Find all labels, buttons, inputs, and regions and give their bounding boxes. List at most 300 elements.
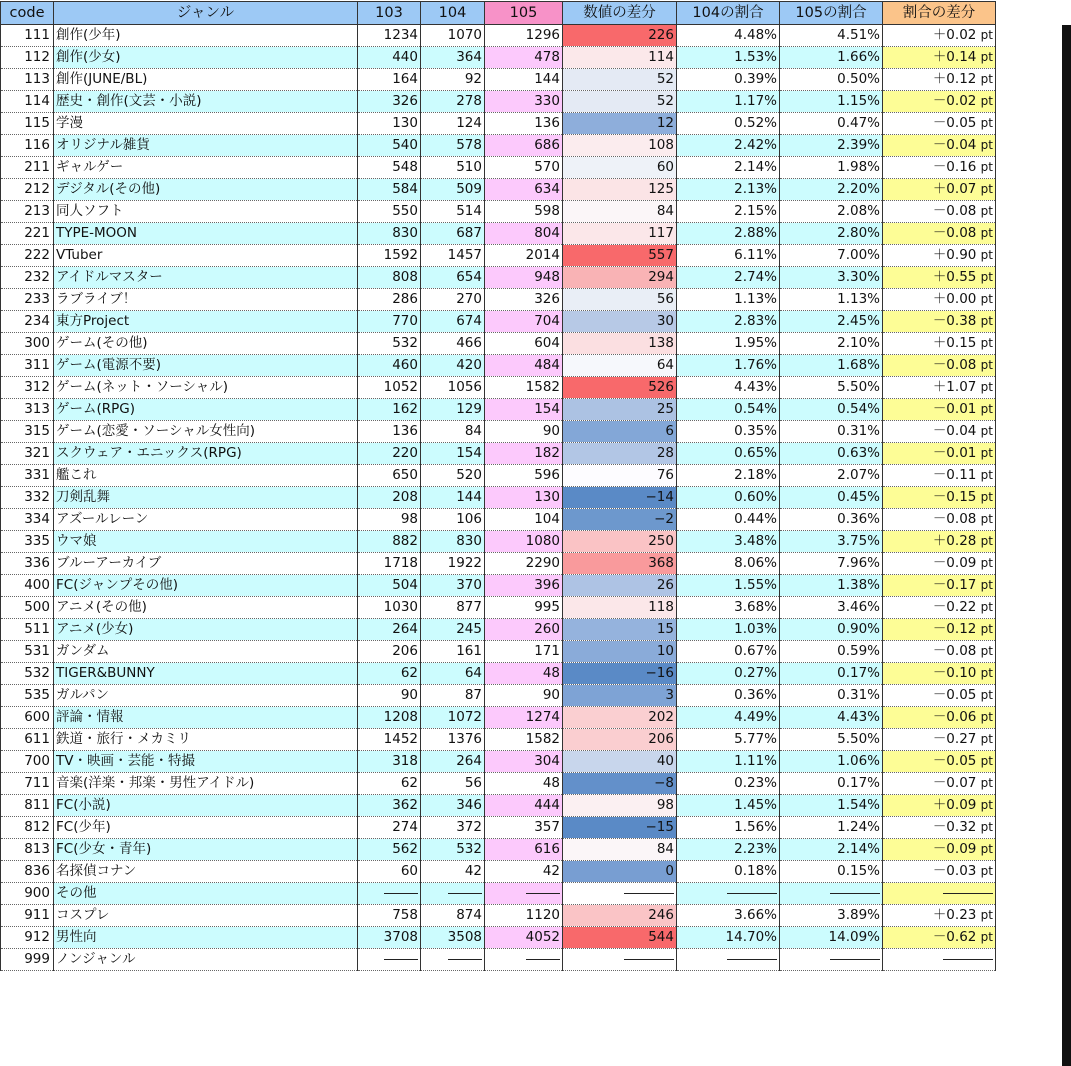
cell-104[interactable]: 877 — [421, 597, 485, 619]
cell-105[interactable]: 478 — [485, 47, 563, 69]
cell-diff[interactable]: 84 — [563, 201, 677, 223]
cell-104[interactable]: 56 — [421, 773, 485, 795]
cell-105[interactable]: 596 — [485, 465, 563, 487]
cell-105[interactable]: 604 — [485, 333, 563, 355]
cell-ratio-diff[interactable] — [883, 223, 996, 245]
cell-code[interactable]: 335 — [1, 531, 54, 553]
cell-ratio-diff[interactable] — [883, 421, 996, 443]
cell-ratio-diff[interactable] — [883, 817, 996, 839]
cell-diff[interactable]: 368 — [563, 553, 677, 575]
cell-ratio-105[interactable]: 14.09% — [780, 927, 883, 949]
cell-diff[interactable]: 52 — [563, 91, 677, 113]
cell-ratio-105[interactable]: 7.96% — [780, 553, 883, 575]
cell-genre[interactable]: ノンジャンル — [54, 949, 358, 971]
cell-genre[interactable]: ブルーアーカイブ — [54, 553, 358, 575]
cell-code[interactable]: 212 — [1, 179, 54, 201]
cell-genre[interactable]: FC(少女・青年) — [54, 839, 358, 861]
cell-diff[interactable] — [563, 883, 677, 905]
cell-104[interactable]: 161 — [421, 641, 485, 663]
cell-diff[interactable]: 557 — [563, 245, 677, 267]
cell-genre[interactable]: TIGER&BUNNY — [54, 663, 358, 685]
cell-105[interactable]: 1582 — [485, 377, 563, 399]
cell-105[interactable]: 634 — [485, 179, 563, 201]
cell-ratio-105[interactable] — [780, 883, 883, 905]
cell-code[interactable]: 332 — [1, 487, 54, 509]
cell-105[interactable]: 130 — [485, 487, 563, 509]
cell-105[interactable]: 182 — [485, 443, 563, 465]
cell-diff[interactable]: 117 — [563, 223, 677, 245]
cell-105[interactable]: 948 — [485, 267, 563, 289]
cell-ratio-104[interactable]: 2.18% — [677, 465, 780, 487]
cell-genre[interactable]: アイドルマスター — [54, 267, 358, 289]
cell-103[interactable]: 882 — [358, 531, 421, 553]
cell-genre[interactable]: アニメ(少女) — [54, 619, 358, 641]
cell-ratio-104[interactable] — [677, 883, 780, 905]
cell-105[interactable]: 144 — [485, 69, 563, 91]
cell-ratio-105[interactable]: 1.54% — [780, 795, 883, 817]
cell-105[interactable]: 357 — [485, 817, 563, 839]
cell-genre[interactable]: TYPE-MOON — [54, 223, 358, 245]
cell-104[interactable]: 830 — [421, 531, 485, 553]
cell-genre[interactable]: ゲーム(その他) — [54, 333, 358, 355]
cell-103[interactable]: 220 — [358, 443, 421, 465]
cell-ratio-104[interactable]: 4.48% — [677, 25, 780, 47]
cell-ratio-diff[interactable] — [883, 47, 996, 69]
cell-104[interactable]: 129 — [421, 399, 485, 421]
cell-103[interactable]: 1052 — [358, 377, 421, 399]
cell-105[interactable] — [485, 883, 563, 905]
cell-103[interactable]: 60 — [358, 861, 421, 883]
cell-ratio-104[interactable]: 1.17% — [677, 91, 780, 113]
cell-diff[interactable]: 250 — [563, 531, 677, 553]
cell-104[interactable]: 278 — [421, 91, 485, 113]
cell-105[interactable]: 171 — [485, 641, 563, 663]
cell-diff[interactable]: 64 — [563, 355, 677, 377]
cell-105[interactable] — [485, 949, 563, 971]
cell-ratio-diff[interactable] — [883, 927, 996, 949]
cell-103[interactable]: 758 — [358, 905, 421, 927]
cell-code[interactable]: 400 — [1, 575, 54, 597]
cell-diff[interactable]: 76 — [563, 465, 677, 487]
cell-genre[interactable]: デジタル(その他) — [54, 179, 358, 201]
header-104[interactable]: 104 — [421, 2, 485, 25]
cell-diff[interactable]: 108 — [563, 135, 677, 157]
cell-ratio-104[interactable]: 3.48% — [677, 531, 780, 553]
cell-code[interactable]: 221 — [1, 223, 54, 245]
cell-code[interactable]: 813 — [1, 839, 54, 861]
cell-ratio-diff[interactable] — [883, 201, 996, 223]
cell-104[interactable]: 578 — [421, 135, 485, 157]
cell-code[interactable]: 812 — [1, 817, 54, 839]
cell-code[interactable]: 232 — [1, 267, 54, 289]
cell-ratio-104[interactable]: 1.95% — [677, 333, 780, 355]
cell-104[interactable]: 532 — [421, 839, 485, 861]
cell-ratio-104[interactable]: 2.23% — [677, 839, 780, 861]
cell-diff[interactable]: 84 — [563, 839, 677, 861]
cell-diff[interactable]: 52 — [563, 69, 677, 91]
cell-ratio-diff[interactable] — [883, 311, 996, 333]
cell-ratio-diff[interactable] — [883, 663, 996, 685]
cell-ratio-105[interactable]: 1.38% — [780, 575, 883, 597]
cell-ratio-104[interactable]: 0.23% — [677, 773, 780, 795]
cell-code[interactable]: 312 — [1, 377, 54, 399]
cell-code[interactable]: 811 — [1, 795, 54, 817]
cell-diff[interactable]: 125 — [563, 179, 677, 201]
cell-code[interactable]: 711 — [1, 773, 54, 795]
cell-104[interactable]: 3508 — [421, 927, 485, 949]
header-ratio-104[interactable]: 104の割合 — [677, 2, 780, 25]
cell-code[interactable]: 535 — [1, 685, 54, 707]
cell-code[interactable]: 911 — [1, 905, 54, 927]
cell-code[interactable]: 112 — [1, 47, 54, 69]
cell-105[interactable]: 616 — [485, 839, 563, 861]
cell-ratio-105[interactable]: 1.98% — [780, 157, 883, 179]
cell-105[interactable]: 1120 — [485, 905, 563, 927]
cell-ratio-diff[interactable] — [883, 685, 996, 707]
cell-ratio-104[interactable]: 1.56% — [677, 817, 780, 839]
cell-ratio-105[interactable]: 2.07% — [780, 465, 883, 487]
cell-genre[interactable]: FC(少年) — [54, 817, 358, 839]
header-diff[interactable]: 数値の差分 — [563, 2, 677, 25]
cell-ratio-105[interactable]: 4.51% — [780, 25, 883, 47]
cell-diff[interactable]: 246 — [563, 905, 677, 927]
cell-ratio-104[interactable]: 1.55% — [677, 575, 780, 597]
cell-ratio-105[interactable]: 0.90% — [780, 619, 883, 641]
cell-103[interactable]: 62 — [358, 663, 421, 685]
cell-103[interactable]: 3708 — [358, 927, 421, 949]
cell-105[interactable]: 304 — [485, 751, 563, 773]
cell-ratio-diff[interactable] — [883, 465, 996, 487]
cell-105[interactable]: 804 — [485, 223, 563, 245]
cell-ratio-diff[interactable] — [883, 443, 996, 465]
cell-genre[interactable]: ラブライブ！ — [54, 289, 358, 311]
cell-code[interactable]: 116 — [1, 135, 54, 157]
cell-code[interactable]: 532 — [1, 663, 54, 685]
cell-105[interactable]: 154 — [485, 399, 563, 421]
cell-105[interactable]: 2290 — [485, 553, 563, 575]
cell-ratio-105[interactable]: 2.39% — [780, 135, 883, 157]
cell-ratio-105[interactable]: 0.45% — [780, 487, 883, 509]
cell-105[interactable]: 48 — [485, 663, 563, 685]
cell-ratio-104[interactable]: 2.88% — [677, 223, 780, 245]
cell-ratio-105[interactable]: 1.68% — [780, 355, 883, 377]
cell-103[interactable]: 1208 — [358, 707, 421, 729]
cell-ratio-104[interactable]: 0.39% — [677, 69, 780, 91]
cell-genre[interactable]: ゲーム(恋愛・ソーシャル女性向) — [54, 421, 358, 443]
cell-105[interactable]: 42 — [485, 861, 563, 883]
cell-ratio-diff[interactable] — [883, 487, 996, 509]
cell-ratio-105[interactable]: 0.36% — [780, 509, 883, 531]
cell-code[interactable]: 331 — [1, 465, 54, 487]
cell-genre[interactable]: 同人ソフト — [54, 201, 358, 223]
cell-genre[interactable]: ウマ娘 — [54, 531, 358, 553]
cell-103[interactable]: 62 — [358, 773, 421, 795]
cell-103[interactable]: 440 — [358, 47, 421, 69]
cell-code[interactable]: 113 — [1, 69, 54, 91]
cell-ratio-104[interactable]: 0.27% — [677, 663, 780, 685]
cell-ratio-104[interactable]: 5.77% — [677, 729, 780, 751]
cell-genre[interactable]: TV・映画・芸能・特撮 — [54, 751, 358, 773]
cell-105[interactable]: 1080 — [485, 531, 563, 553]
cell-104[interactable] — [421, 949, 485, 971]
cell-ratio-diff[interactable] — [883, 377, 996, 399]
cell-ratio-105[interactable]: 2.08% — [780, 201, 883, 223]
cell-ratio-diff[interactable] — [883, 179, 996, 201]
cell-ratio-105[interactable]: 0.63% — [780, 443, 883, 465]
cell-ratio-diff[interactable] — [883, 795, 996, 817]
cell-diff[interactable]: 15 — [563, 619, 677, 641]
cell-diff[interactable]: 138 — [563, 333, 677, 355]
cell-ratio-105[interactable]: 0.15% — [780, 861, 883, 883]
cell-ratio-105[interactable]: 5.50% — [780, 729, 883, 751]
cell-ratio-104[interactable]: 8.06% — [677, 553, 780, 575]
cell-ratio-104[interactable]: 3.66% — [677, 905, 780, 927]
cell-104[interactable]: 144 — [421, 487, 485, 509]
cell-ratio-105[interactable]: 0.31% — [780, 421, 883, 443]
cell-103[interactable]: 1718 — [358, 553, 421, 575]
cell-genre[interactable]: 歴史・創作(文芸・小説) — [54, 91, 358, 113]
cell-ratio-105[interactable]: 0.54% — [780, 399, 883, 421]
cell-ratio-104[interactable]: 2.15% — [677, 201, 780, 223]
cell-diff[interactable]: 202 — [563, 707, 677, 729]
cell-ratio-diff[interactable] — [883, 69, 996, 91]
cell-genre[interactable]: 艦これ — [54, 465, 358, 487]
cell-ratio-diff[interactable] — [883, 509, 996, 531]
cell-diff[interactable]: −15 — [563, 817, 677, 839]
cell-genre[interactable]: 刀剣乱舞 — [54, 487, 358, 509]
cell-104[interactable]: 372 — [421, 817, 485, 839]
cell-104[interactable]: 1072 — [421, 707, 485, 729]
cell-ratio-diff[interactable] — [883, 707, 996, 729]
cell-104[interactable]: 87 — [421, 685, 485, 707]
cell-ratio-104[interactable]: 6.11% — [677, 245, 780, 267]
cell-ratio-105[interactable]: 3.89% — [780, 905, 883, 927]
cell-code[interactable]: 321 — [1, 443, 54, 465]
cell-104[interactable]: 154 — [421, 443, 485, 465]
cell-ratio-105[interactable]: 1.06% — [780, 751, 883, 773]
cell-code[interactable]: 511 — [1, 619, 54, 641]
cell-104[interactable]: 42 — [421, 861, 485, 883]
cell-code[interactable]: 311 — [1, 355, 54, 377]
cell-genre[interactable]: アニメ(その他) — [54, 597, 358, 619]
cell-105[interactable]: 1582 — [485, 729, 563, 751]
cell-ratio-105[interactable]: 0.17% — [780, 663, 883, 685]
cell-103[interactable]: 1452 — [358, 729, 421, 751]
cell-105[interactable]: 48 — [485, 773, 563, 795]
cell-ratio-diff[interactable] — [883, 113, 996, 135]
cell-diff[interactable] — [563, 949, 677, 971]
cell-105[interactable]: 396 — [485, 575, 563, 597]
cell-diff[interactable]: 30 — [563, 311, 677, 333]
cell-104[interactable]: 514 — [421, 201, 485, 223]
cell-ratio-105[interactable]: 3.75% — [780, 531, 883, 553]
cell-ratio-104[interactable]: 1.13% — [677, 289, 780, 311]
cell-genre[interactable]: 学漫 — [54, 113, 358, 135]
cell-ratio-105[interactable]: 2.10% — [780, 333, 883, 355]
cell-104[interactable]: 92 — [421, 69, 485, 91]
cell-ratio-104[interactable]: 2.42% — [677, 135, 780, 157]
cell-103[interactable]: 208 — [358, 487, 421, 509]
cell-code[interactable]: 115 — [1, 113, 54, 135]
cell-ratio-diff[interactable] — [883, 135, 996, 157]
cell-103[interactable]: 206 — [358, 641, 421, 663]
cell-105[interactable]: 90 — [485, 685, 563, 707]
cell-103[interactable]: 808 — [358, 267, 421, 289]
cell-code[interactable]: 211 — [1, 157, 54, 179]
cell-ratio-105[interactable]: 1.13% — [780, 289, 883, 311]
cell-genre[interactable]: ガルパン — [54, 685, 358, 707]
cell-ratio-104[interactable]: 2.74% — [677, 267, 780, 289]
cell-ratio-diff[interactable] — [883, 773, 996, 795]
cell-code[interactable]: 213 — [1, 201, 54, 223]
cell-genre[interactable]: その他 — [54, 883, 358, 905]
cell-105[interactable]: 1296 — [485, 25, 563, 47]
cell-104[interactable]: 509 — [421, 179, 485, 201]
cell-ratio-105[interactable]: 3.46% — [780, 597, 883, 619]
cell-104[interactable]: 466 — [421, 333, 485, 355]
cell-ratio-105[interactable]: 7.00% — [780, 245, 883, 267]
cell-genre[interactable]: 鉄道・旅行・メカミリ — [54, 729, 358, 751]
cell-105[interactable]: 104 — [485, 509, 563, 531]
cell-ratio-diff[interactable] — [883, 245, 996, 267]
cell-103[interactable]: 264 — [358, 619, 421, 641]
cell-103[interactable]: 318 — [358, 751, 421, 773]
cell-105[interactable]: 260 — [485, 619, 563, 641]
cell-ratio-diff[interactable] — [883, 553, 996, 575]
cell-genre[interactable]: FC(ジャンプその他) — [54, 575, 358, 597]
cell-ratio-diff[interactable] — [883, 619, 996, 641]
cell-ratio-104[interactable]: 0.36% — [677, 685, 780, 707]
cell-diff[interactable]: 118 — [563, 597, 677, 619]
cell-ratio-105[interactable]: 2.80% — [780, 223, 883, 245]
cell-103[interactable]: 98 — [358, 509, 421, 531]
cell-105[interactable]: 1274 — [485, 707, 563, 729]
cell-105[interactable]: 2014 — [485, 245, 563, 267]
cell-diff[interactable]: 6 — [563, 421, 677, 443]
cell-code[interactable]: 531 — [1, 641, 54, 663]
cell-ratio-105[interactable]: 1.15% — [780, 91, 883, 113]
header-ratio-105[interactable]: 105の割合 — [780, 2, 883, 25]
cell-code[interactable]: 111 — [1, 25, 54, 47]
cell-diff[interactable]: 226 — [563, 25, 677, 47]
cell-104[interactable]: 346 — [421, 795, 485, 817]
cell-105[interactable]: 686 — [485, 135, 563, 157]
cell-ratio-105[interactable]: 0.50% — [780, 69, 883, 91]
cell-diff[interactable]: 294 — [563, 267, 677, 289]
cell-104[interactable]: 1070 — [421, 25, 485, 47]
cell-diff[interactable]: 3 — [563, 685, 677, 707]
cell-genre[interactable]: ゲーム(ネット・ソーシャル) — [54, 377, 358, 399]
cell-103[interactable]: 830 — [358, 223, 421, 245]
cell-code[interactable]: 233 — [1, 289, 54, 311]
cell-genre[interactable]: FC(小説) — [54, 795, 358, 817]
header-ratio-diff[interactable]: 割合の差分 — [883, 2, 996, 25]
cell-code[interactable]: 900 — [1, 883, 54, 905]
cell-ratio-diff[interactable] — [883, 949, 996, 971]
cell-103[interactable]: 1030 — [358, 597, 421, 619]
cell-genre[interactable]: オリジナル雑貨 — [54, 135, 358, 157]
cell-ratio-diff[interactable] — [883, 839, 996, 861]
header-genre[interactable]: ジャンル — [54, 2, 358, 25]
cell-103[interactable]: 286 — [358, 289, 421, 311]
cell-ratio-104[interactable]: 0.52% — [677, 113, 780, 135]
cell-ratio-diff[interactable] — [883, 157, 996, 179]
cell-103[interactable]: 532 — [358, 333, 421, 355]
cell-genre[interactable]: ゲーム(RPG) — [54, 399, 358, 421]
cell-104[interactable]: 687 — [421, 223, 485, 245]
cell-genre[interactable]: 名探偵コナン — [54, 861, 358, 883]
cell-104[interactable]: 124 — [421, 113, 485, 135]
cell-ratio-diff[interactable] — [883, 905, 996, 927]
cell-ratio-diff[interactable] — [883, 399, 996, 421]
cell-103[interactable]: 540 — [358, 135, 421, 157]
cell-ratio-104[interactable]: 2.13% — [677, 179, 780, 201]
cell-104[interactable]: 106 — [421, 509, 485, 531]
cell-ratio-diff[interactable] — [883, 883, 996, 905]
cell-104[interactable]: 420 — [421, 355, 485, 377]
cell-ratio-105[interactable]: 5.50% — [780, 377, 883, 399]
cell-ratio-diff[interactable] — [883, 289, 996, 311]
cell-ratio-104[interactable] — [677, 949, 780, 971]
cell-ratio-104[interactable]: 2.83% — [677, 311, 780, 333]
cell-105[interactable]: 330 — [485, 91, 563, 113]
cell-ratio-105[interactable]: 2.45% — [780, 311, 883, 333]
cell-ratio-104[interactable]: 0.44% — [677, 509, 780, 531]
cell-diff[interactable]: 0 — [563, 861, 677, 883]
cell-code[interactable]: 300 — [1, 333, 54, 355]
cell-code[interactable]: 336 — [1, 553, 54, 575]
cell-ratio-104[interactable]: 4.43% — [677, 377, 780, 399]
cell-104[interactable]: 270 — [421, 289, 485, 311]
cell-ratio-104[interactable]: 1.11% — [677, 751, 780, 773]
cell-code[interactable]: 836 — [1, 861, 54, 883]
cell-103[interactable]: 162 — [358, 399, 421, 421]
cell-genre[interactable]: ギャルゲー — [54, 157, 358, 179]
header-code[interactable]: code — [1, 2, 54, 25]
cell-105[interactable]: 326 — [485, 289, 563, 311]
cell-ratio-diff[interactable] — [883, 355, 996, 377]
cell-104[interactable] — [421, 883, 485, 905]
cell-105[interactable]: 484 — [485, 355, 563, 377]
cell-code[interactable]: 600 — [1, 707, 54, 729]
cell-103[interactable]: 362 — [358, 795, 421, 817]
cell-code[interactable]: 313 — [1, 399, 54, 421]
cell-ratio-105[interactable]: 0.47% — [780, 113, 883, 135]
cell-diff[interactable]: 25 — [563, 399, 677, 421]
cell-104[interactable]: 1376 — [421, 729, 485, 751]
cell-ratio-diff[interactable] — [883, 267, 996, 289]
cell-104[interactable]: 874 — [421, 905, 485, 927]
cell-ratio-104[interactable]: 0.60% — [677, 487, 780, 509]
cell-104[interactable]: 364 — [421, 47, 485, 69]
cell-104[interactable]: 510 — [421, 157, 485, 179]
cell-code[interactable]: 500 — [1, 597, 54, 619]
cell-ratio-diff[interactable] — [883, 91, 996, 113]
cell-104[interactable]: 1056 — [421, 377, 485, 399]
header-103[interactable]: 103 — [358, 2, 421, 25]
cell-103[interactable]: 504 — [358, 575, 421, 597]
cell-ratio-diff[interactable] — [883, 751, 996, 773]
cell-code[interactable]: 999 — [1, 949, 54, 971]
cell-ratio-diff[interactable] — [883, 729, 996, 751]
cell-103[interactable]: 584 — [358, 179, 421, 201]
cell-103[interactable]: 770 — [358, 311, 421, 333]
cell-genre[interactable]: ガンダム — [54, 641, 358, 663]
cell-ratio-104[interactable]: 1.45% — [677, 795, 780, 817]
cell-104[interactable]: 64 — [421, 663, 485, 685]
cell-103[interactable]: 130 — [358, 113, 421, 135]
cell-code[interactable]: 912 — [1, 927, 54, 949]
